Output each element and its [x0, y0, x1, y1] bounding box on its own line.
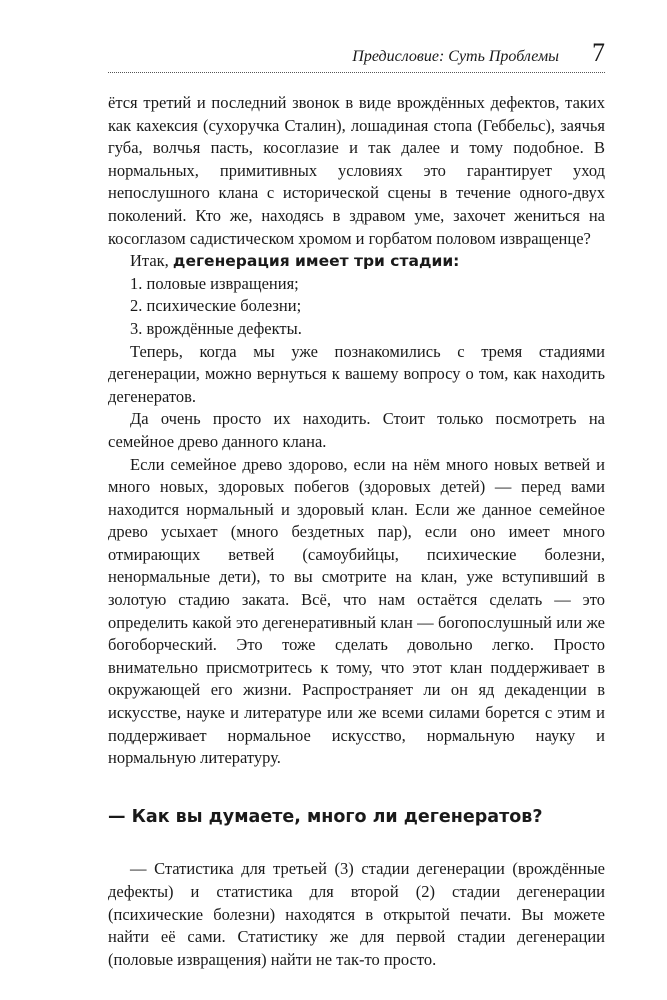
running-title: Предисловие: Суть Проблемы — [352, 48, 559, 65]
page-number: 7 — [592, 38, 605, 67]
paragraph: Теперь, когда мы уже познакомились с тремя стадиями дегенерации, можно вернуться к вашему вопросу о том, как находить дегенератов. — [108, 341, 605, 406]
list-item: 2. психические болезни; — [130, 296, 302, 316]
paragraph: ётся третий и последний звонок в виде врождённых дефектов, таких как кахексия (сухоручка Сталин), лошадиная стопа (Геббельс), заячья губа, волчья пасть, косоглазие и так далее и тому подобное. В нормальных, примитивных условиях это гарантирует уход непослушного клана с исторической сцены в течение одного-двух поколений. Кто же, находясь в здравом уме, захочет жениться на косоглазом садистическом хромом и горбатом половом извращенце? — [108, 93, 605, 248]
stages-intro-text: Итак, — [130, 251, 173, 271]
list-item: 3. врождённые дефекты. — [130, 318, 302, 338]
paragraph: — Статистика для третьей (3) стадии дегенерации (врождённые дефекты) и статистика для второй (2) стадии дегенерации (психические болезни) находятся в открытой печати. Вы можете найти её сами. Статистику же для первой стадии дегенерации (половые извращения) найти не так-то просто. — [108, 859, 605, 969]
question-heading: — Как вы думаете, много ли дегенератов? — [108, 806, 543, 827]
stages-intro-bold: дегенерация имеет три стадии: — [172, 252, 460, 271]
running-header — [108, 38, 605, 73]
list-item: 1. половые извращения; — [130, 273, 299, 293]
page-body — [108, 92, 605, 971]
paragraph: Если семейное древо здорово, если на нём много новых ветвей и много новых, здоровых побегов (здоровых детей) — перед вами находится нормальный и здоровый клан. Если же данное семейное древо усыхает (много бездетных пар), если оно имеет много отмирающих ветвей (самоубийцы, психические болезни, ненормальные дети), то вы смотрите на клан, уже вступивший в золотую стадию заката. Всё, что нам остаётся сделать — это определить какой это дегенеративный клан — богопослушный или же богоборческий. Это тоже сделать довольно легко. Просто внимательно присмотритесь к тому, что этот клан поддерживает в окружающей его жизни. Распространяет ли он яд декаденции в искусстве, науке и литературе или же всеми силами борется с этим и поддерживает нормальное искусство, нормальную науку и нормальную литературу. — [108, 454, 605, 768]
paragraph-stages-intro — [108, 250, 605, 273]
paragraph: Да очень просто их находить. Стоит только посмотреть на семейное древо данного клана. — [108, 409, 605, 451]
